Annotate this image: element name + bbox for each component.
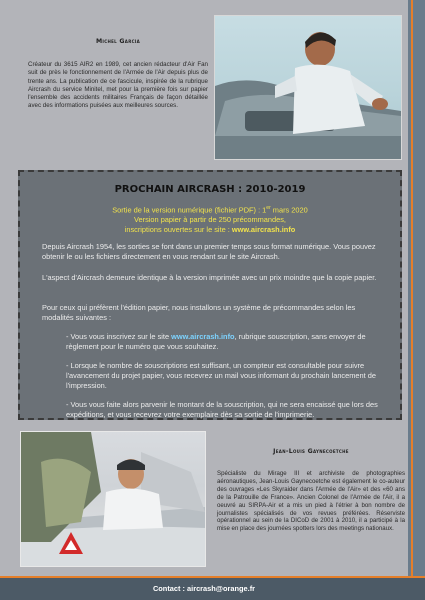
author-block-gaynecoetche (217, 448, 405, 533)
author-photo-garcia (214, 15, 402, 160)
release-info (20, 203, 400, 235)
paragraph-preorder: Pour ceux qui préfèrent l'édition papier, nous installons un système de précommandes selon les modalités suivantes : (42, 303, 356, 322)
paragraph-aspect: L'aspect d'Aircrash demeure identique à la version imprimée avec un prix moindre que la copie papier. (42, 273, 377, 282)
item1-before: - Vous vous inscrivez sur le site (66, 332, 172, 341)
pilot-cockpit-photo (215, 16, 401, 159)
list-item-signup (66, 332, 386, 352)
site-url-link[interactable]: www.aircrash.info (231, 225, 296, 235)
edge-stripe (411, 0, 413, 576)
site-link[interactable]: www.aircrash.info (171, 332, 235, 341)
release-line: Sortie de la version numérique (fichier PDF) : 1 (112, 205, 267, 215)
author-name: Jean-Louis Gaynecoetche (273, 448, 349, 455)
author-name: Michel Garcia (95, 38, 141, 45)
paragraph-digital: Depuis Aircrash 1954, les sorties se font dans un premier temps sous format numérique. Vous pouvez obtenir le ou les fichiers directement en vous rendant sur le site Aircrash. (42, 242, 376, 261)
release-date: mars 2020 (270, 205, 308, 215)
item1-after: , rubrique souscription, sans envoyer de règlement pour le numéro que vous souhaitez. (66, 332, 366, 351)
announcement-box (18, 170, 402, 420)
author-bio: Spécialiste du Mirage III et archiviste de photographies aéronautiques, Jean-Louis Gaynecoetche est également le co-auteur des ouvrages «Les Skyraider dans l'Armée de l'Air» et des «60 ans de la Patrouille de France». Ancien Colonel de l'Armée de l'Air, il a oeuvré au SIRPA-Air et a mis un pied à l'étrier à bon nombre de journalistes spécialisés de vos revues préférées. Réserviste opérationnel au sein de la DICoD de 2001 à 2010, il a participé à la mise en place des journées spotters lors des meetings nationaux. (217, 470, 405, 533)
footer-bar (0, 576, 425, 600)
pilot-mirage-photo (21, 432, 205, 566)
release-sup: er (266, 205, 271, 211)
contact-email[interactable]: Contact : aircrash@orange.fr (152, 584, 256, 593)
list-item-payment: - Vous vous faite alors parvenir le montant de la souscription, qui ne sera encaissé que lors des expéditions, et vous recevrez votre exemplaire dès sa sortie de l'imprimerie. (66, 400, 378, 419)
signup-prefix: inscriptions ouvertes sur le site : (124, 225, 232, 235)
list-item-counter: - Lorsque le nombre de souscriptions est suffisant, un compteur est consultable pour suivre l'avancement du projet papier, vous recevrez un mail vous informant du prochain lancement de l'impression. (66, 361, 376, 390)
author-block-garcia (28, 38, 208, 111)
author-photo-gaynecoetche (20, 431, 206, 567)
author-bio: Créateur du 3615 AIR2 en 1989, cet ancien rédacteur d'Air Fan suit de près le fonctionnement de l'Armée de l'Air depuis plus de trente ans. La publication de ce fascicule, inspirée de la rubrique Aircrash du service Minitel, met pour la première fois sur papier l'ensemble des accidents militaires Français de façon détaillée avec des informations puisées aux meilleures sources. (28, 61, 208, 110)
page-edge-band (408, 0, 425, 576)
announcement-title: PROCHAIN AIRCRASH : 2010-2019 (114, 184, 306, 195)
paper-line: Version papier à partir de 250 précommandes, (133, 215, 286, 225)
